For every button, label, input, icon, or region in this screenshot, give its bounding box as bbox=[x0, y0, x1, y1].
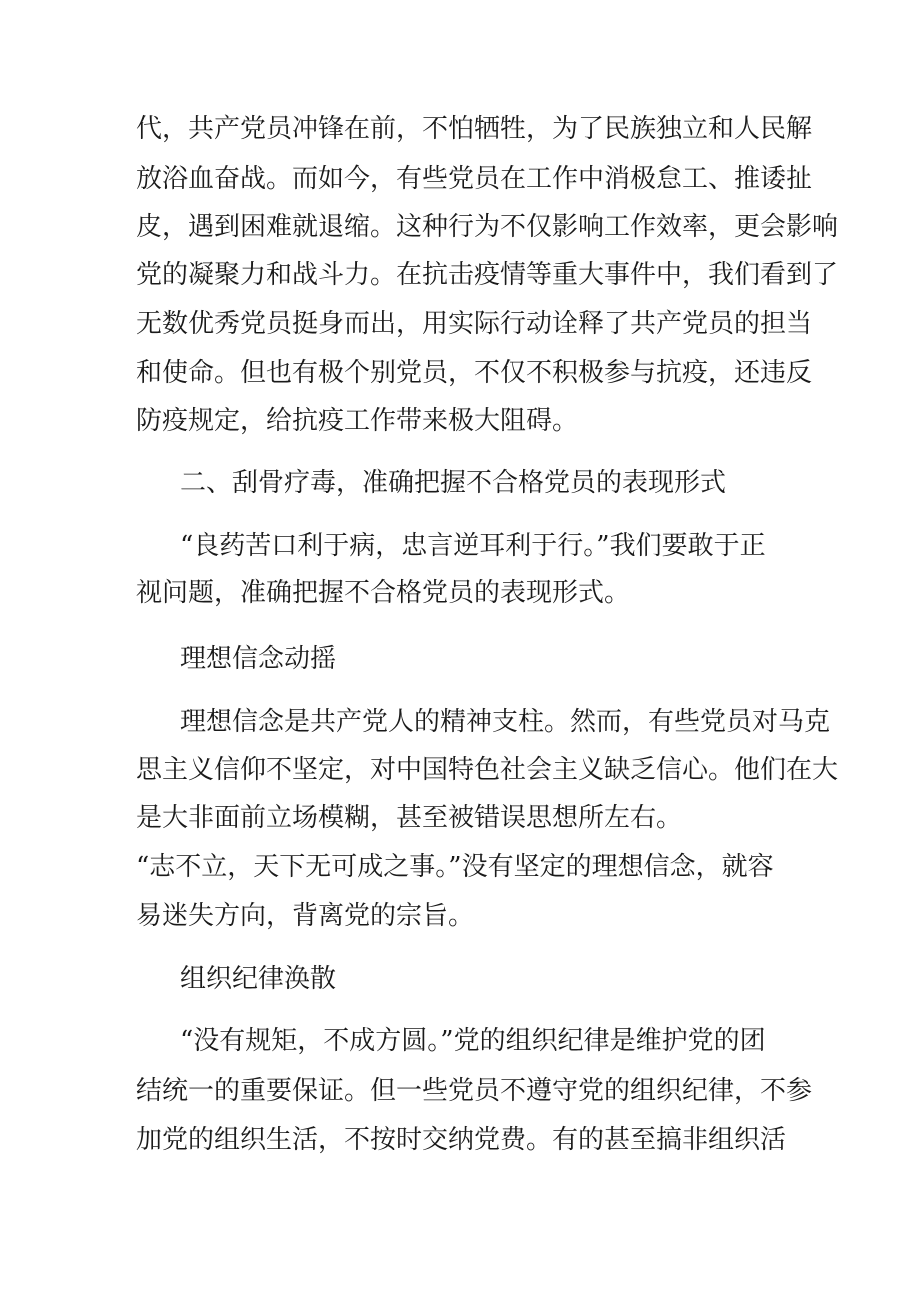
paragraph-line: “没有规矩，不成方圆。”党的组织纪律是维护党的团 bbox=[180, 1026, 766, 1056]
paragraph-line: 思主义信仰不坚定，对中国特色社会主义缺乏信心。他们在大 bbox=[136, 755, 839, 785]
paragraph-line: 是大非面前立场模糊，甚至被错误思想所左右。 bbox=[136, 803, 683, 833]
paragraph-line: 和使命。但也有极个别党员，不仅不积极参与抗疫，还违反 bbox=[136, 358, 813, 388]
paragraph-line: 防疫规定，给抗疫工作带来极大阻碍。 bbox=[136, 406, 579, 436]
section-heading: 二、刮骨疗毒，准确把握不合格党员的表现形式 bbox=[180, 468, 727, 498]
paragraph-line: 党的凝聚力和战斗力。在抗击疫情等重大事件中，我们看到了 bbox=[136, 260, 839, 290]
subheading: 理想信念动摇 bbox=[180, 644, 337, 674]
paragraph-line: “良药苦口利于病，忠言逆耳利于行。”我们要敢于正 bbox=[180, 531, 766, 561]
paragraph-line: 易迷失方向，背离党的宗旨。 bbox=[136, 901, 475, 931]
paragraph-line: 无数优秀党员挺身而出，用实际行动诠释了共产党员的担当 bbox=[136, 309, 813, 339]
paragraph-line: 代，共产党员冲锋在前，不怕牺牲，为了民族独立和人民解 bbox=[136, 114, 813, 144]
paragraph-line: 结统一的重要保证。但一些党员不遵守党的组织纪律，不参 bbox=[136, 1076, 813, 1106]
paragraph-line: 皮，遇到困难就退缩。这种行为不仅影响工作效率，更会影响 bbox=[136, 212, 839, 242]
subheading: 组织纪律涣散 bbox=[180, 964, 337, 994]
paragraph-line: 理想信念是共产党人的精神支柱。然而，有些党员对马克 bbox=[180, 707, 831, 737]
paragraph-line: 加党的组织生活，不按时交纳党费。有的甚至搞非组织活 bbox=[136, 1125, 787, 1155]
paragraph-line: 视问题，准确把握不合格党员的表现形式。 bbox=[136, 578, 631, 608]
paragraph-line: “志不立，天下无可成之事。”没有坚定的理想信念，就容 bbox=[136, 852, 774, 882]
paragraph-line: 放浴血奋战。而如今，有些党员在工作中消极怠工、推诿扯 bbox=[136, 164, 813, 194]
